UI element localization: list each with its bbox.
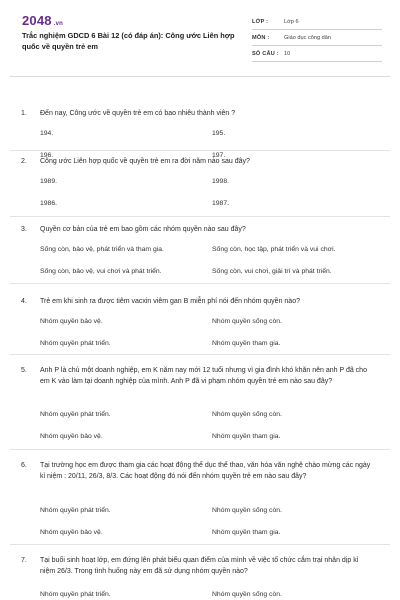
option-b[interactable]: Nhóm quyền sống còn. [212, 591, 282, 598]
option-b[interactable]: 195. [212, 130, 226, 137]
document-header [0, 0, 400, 66]
option-c[interactable]: 1986. [40, 200, 58, 207]
option-a[interactable]: Sống còn, bảo vệ, phát triển và tham gia. [40, 246, 164, 253]
option-c[interactable]: Sống còn, bảo vệ, vui chơi và phát triển. [40, 268, 162, 275]
option-a[interactable]: 1989. [40, 178, 58, 185]
meta-row-class [252, 14, 382, 30]
meta-value-question-count: 10 [284, 50, 291, 57]
option-d[interactable]: Sống còn, vui chơi, giải trí và phát triển. [212, 268, 332, 275]
question-text: Tại buổi sinh hoạt lớp, em đứng lên phát biểu quan điểm của mình về việc tổ chức cắm trại nhân dịp kỉ niệm 26/3. Trong tình huống này em đã sử dụng nhóm quyền nào? [40, 557, 359, 575]
option-b[interactable]: Sống còn, học tập, phát triển và vui chơi. [212, 246, 336, 253]
question-divider [10, 544, 390, 545]
option-a[interactable]: Nhóm quyền phát triển. [40, 591, 111, 598]
option-a[interactable]: Nhóm quyền phát triển. [40, 507, 111, 514]
logo-text: 2048 [22, 13, 52, 28]
option-c[interactable]: Nhóm quyền bảo vệ. [40, 433, 103, 440]
meta-label-question-count: SỐ CÂU : [252, 50, 279, 57]
option-b[interactable]: Nhóm quyền sống còn. [212, 411, 282, 418]
question-number: 6. [21, 462, 27, 469]
question-divider [10, 150, 390, 151]
question-divider [10, 216, 390, 217]
option-b[interactable]: Nhóm quyền sống còn. [212, 318, 282, 325]
question-number: 3. [21, 226, 27, 233]
option-d[interactable]: Nhóm quyền tham gia. [212, 433, 281, 440]
question-text: Tại trường học em được tham gia các hoạt động thể dục thể thao, văn hóa văn nghệ chào mừng các ngày kỉ niệm : 20/11, 26/3, 8/3. Các hoạt động đó nói đến nhóm quyền trẻ em nào sau đây? [40, 462, 371, 480]
option-b[interactable]: 1998. [212, 178, 230, 185]
question-text: Anh P là chủ một doanh nghiệp, em K năm nay mới 12 tuổi nhưng vì gia đình khó khăn nên anh P đã cho em K vào làm tại doanh nghiệp của mình. Anh P đã vi phạm nhóm quyền trẻ em nào sau đây? [40, 367, 367, 385]
meta-label-class: LỚP : [252, 18, 269, 25]
question-divider [10, 354, 390, 355]
option-d[interactable]: 1987. [212, 200, 230, 207]
option-d[interactable]: Nhóm quyền tham gia. [212, 340, 281, 347]
question-text: Đến nay, Công ước về quyền trẻ em có bao nhiêu thành viên ? [40, 110, 236, 117]
question-number: 5. [21, 367, 27, 374]
question-text: Quyền cơ bản của trẻ em bao gồm các nhóm quyền nào sau đây? [40, 226, 246, 233]
meta-label-subject: MÔN : [252, 34, 270, 41]
question-number: 2. [21, 158, 27, 165]
option-d[interactable]: 197. [212, 152, 226, 159]
meta-row-question-count [252, 46, 382, 62]
question-text: Trẻ em khi sinh ra được tiêm vacxin viêm gan B miễn phí nói đến nhóm quyền nào? [40, 298, 300, 305]
question-number: 1. [21, 110, 27, 117]
meta-value-class: Lớp 6 [284, 18, 299, 25]
header-divider [10, 76, 390, 77]
option-d[interactable]: Nhóm quyền tham gia. [212, 529, 281, 536]
meta-value-subject: Giáo dục công dân [284, 34, 331, 41]
question-number: 4. [21, 298, 27, 305]
question-divider [10, 449, 390, 450]
meta-row-subject [252, 30, 382, 46]
option-c[interactable]: 196. [40, 152, 54, 159]
option-b[interactable]: Nhóm quyền sống còn. [212, 507, 282, 514]
option-c[interactable]: Nhóm quyền phát triển. [40, 340, 111, 347]
option-c[interactable]: Nhóm quyền bảo vệ. [40, 529, 103, 536]
question-number: 7. [21, 557, 27, 564]
document-meta-table [252, 14, 382, 62]
option-a[interactable]: Nhóm quyền bảo vệ. [40, 318, 103, 325]
option-a[interactable]: 194. [40, 130, 54, 137]
document-title: Trắc nghiệm GDCD 6 Bài 12 (có đáp án): Công ước Liên hợp quốc về quyền trẻ em [22, 31, 235, 51]
option-a[interactable]: Nhóm quyền phát triển. [40, 411, 111, 418]
question-text: Công ước Liên hợp quốc về quyền trẻ em ra đời năm nào sau đây? [40, 158, 250, 165]
question-divider [10, 283, 390, 284]
logo-suffix: .vn [53, 21, 64, 27]
site-logo[interactable] [22, 14, 63, 31]
